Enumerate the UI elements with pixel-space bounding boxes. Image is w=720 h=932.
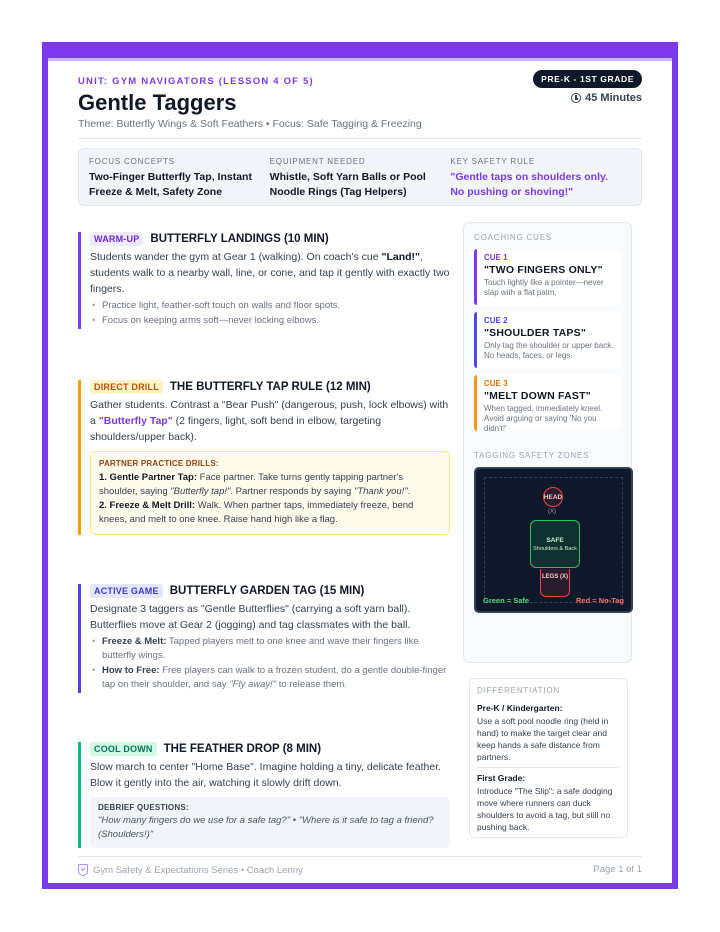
focus-label: FOCUS CONCEPTS — [89, 157, 175, 166]
cue-number: CUE 2 — [484, 316, 508, 325]
warmup-header — [90, 232, 450, 246]
list-item: • Focus on keeping arms soft—never locking elbows. — [90, 314, 450, 328]
differentiation-title: DIFFERENTIATION — [477, 686, 560, 695]
footer-series-text: Gym Safety & Expectations Series • Coach Lenny — [93, 864, 303, 876]
sidebar — [463, 222, 632, 663]
cooldown-title: THE FEATHER DROP (8 MIN) — [163, 743, 322, 755]
partner-drills-box — [90, 451, 450, 535]
header-divider — [78, 138, 642, 139]
warmup-text-land: "Land!" — [381, 251, 421, 263]
duration-text: 45 Minutes — [585, 92, 642, 104]
drill-item-1-quote-1: "Butterfly tap!" — [170, 486, 231, 497]
drill-item-1-text: Face partner. Take turns gently tapping partner's shoulder, saying — [99, 472, 404, 497]
warmup-text-c: , students walk to a nearby wall, line, or cone, and tap it gently with exactly two fingers. — [90, 251, 450, 295]
drill-item-1-mid: . Partner responds by saying — [230, 486, 354, 497]
drill-item-2 — [99, 499, 441, 527]
list-item: • Practice light, feather-soft touch on walls and floor spots. — [90, 299, 450, 313]
diff-prek-title: Pre-K / Kindergarten: — [477, 703, 563, 713]
cue-number: CUE 1 — [484, 253, 508, 262]
focus-value: Two-Finger Butterfly Tap, Instant Freeze & Melt, Safety Zone — [89, 171, 252, 198]
cue-description: Touch lightly like a pointer—never slap with a flat palm. — [484, 278, 604, 297]
zone-head-x: (X) — [548, 509, 556, 515]
cue-description: Only tag the shoulder or upper back. No heads, faces, or legs. — [484, 341, 614, 360]
game-header — [90, 584, 450, 598]
game-bullet-2-label: How to Free: — [102, 665, 160, 676]
diff-first-text: Introduce "The Slip": a safe dodging move where runners can duck shoulders to avoid a tag, but still no pushing back. — [477, 786, 613, 832]
cue-title: "MELT DOWN FAST" — [484, 390, 591, 402]
drill-text — [90, 397, 450, 445]
warmup-text-a: Students wander the gym at Gear 1 (walking). On coach's cue — [90, 251, 382, 263]
safety-zone-diagram — [474, 467, 633, 613]
warmup-tag: WARM-UP — [90, 232, 143, 246]
list-item — [90, 664, 450, 692]
drill-item-1 — [99, 471, 441, 499]
game-section — [78, 584, 450, 693]
legend-red: Red = No-Tag — [576, 596, 624, 605]
game-bullet-2-end: to release them. — [276, 679, 347, 690]
unit-label: UNIT: GYM NAVIGATORS (LESSON 4 OF 5) — [78, 76, 314, 87]
debrief-box — [90, 797, 450, 848]
cue-card-3 — [474, 375, 621, 431]
drill-text-c: (2 fingers, light, soft bend in elbow, targeting shoulders/upper back). — [90, 415, 382, 443]
cue-number: CUE 3 — [484, 379, 508, 388]
zone-safe — [530, 520, 580, 568]
drill-text-butterfly-tap: "Butterfly Tap" — [98, 415, 173, 427]
drill-header — [90, 380, 450, 394]
drill-title: THE BUTTERFLY TAP RULE (12 MIN) — [169, 381, 371, 393]
footer-divider — [78, 856, 642, 857]
cue-description: When tagged, immediately kneel. Avoid arguing or saying 'No you didn't!' — [484, 404, 603, 433]
zone-head: HEAD — [543, 487, 563, 507]
equipment-value: Whistle, Soft Yarn Balls or Pool Noodle Rings (Tag Helpers) — [269, 171, 426, 198]
cue-title: "TWO FINGERS ONLY" — [484, 264, 603, 276]
warmup-title: BUTTERFLY LANDINGS (10 MIN) — [150, 233, 329, 245]
equipment-label: EQUIPMENT NEEDED — [269, 157, 366, 166]
diff-divider — [477, 767, 620, 768]
legend-green: Green = Safe — [483, 596, 530, 605]
drill-section — [78, 380, 450, 535]
page-number: Page 1 of 1 — [593, 864, 642, 875]
cooldown-tag: COOL DOWN — [90, 742, 157, 756]
zone-safe-label: SAFE — [546, 536, 564, 544]
drill-item-2-text: Walk. When partner taps, immediately freeze, bend knees, and melt to one knee. Raise hand high like a flag. — [99, 500, 414, 525]
game-tag: ACTIVE GAME — [90, 584, 163, 598]
zone-legs: LEGS (X) — [540, 569, 570, 597]
cue-card-2 — [474, 312, 621, 368]
debrief-title: DEBRIEF QUESTIONS: — [98, 803, 189, 812]
safety-zones-title: TAGGING SAFETY ZONES — [474, 451, 590, 460]
drill-item-1-quote-2: "Thank you!" — [353, 486, 408, 497]
drill-tag: DIRECT DRILL — [90, 380, 163, 394]
duration — [571, 92, 642, 104]
cue-title: "SHOULDER TAPS" — [484, 327, 587, 339]
game-bullet-2-text: Free players can walk to a frozen student, do a gentle double-finger tap on their shoulder, and say — [102, 665, 447, 690]
cooldown-section — [78, 742, 450, 848]
game-bullet-1-text: Tapped players melt to one knee and wave their fingers like butterfly wings. — [102, 636, 419, 661]
clock-icon — [571, 93, 581, 103]
drill-item-2-label: 2. Freeze & Melt Drill: — [99, 500, 196, 511]
game-text: Designate 3 taggers as "Gentle Butterflies" (carrying a soft yarn ball). Butterflies move at Gear 2 (jogging) and tag classmates with the ball. — [90, 603, 411, 631]
safety-value: "Gentle taps on shoulders only. No pushing or shoving!" — [450, 171, 608, 198]
equipment-needed — [270, 157, 451, 197]
warmup-text — [90, 249, 450, 297]
partner-drills-title: PARTNER PRACTICE DRILLS: — [99, 459, 219, 468]
warmup-bullets — [90, 299, 450, 328]
page-frame — [42, 42, 678, 889]
diff-first-title: First Grade: — [477, 773, 526, 783]
diff-prek-text: Use a soft pool noodle ring (held in hand) to make the target clear and keep hands a safe distance from partners. — [477, 716, 609, 762]
coaching-cues-title: COACHING CUES — [474, 233, 552, 242]
info-box — [78, 148, 642, 206]
list-item — [90, 635, 450, 663]
cue-card-1 — [474, 249, 621, 305]
grade-badge: PRE-K - 1ST GRADE — [533, 70, 642, 88]
page-title: Gentle Taggers — [78, 90, 237, 115]
game-bullet-1-label: Freeze & Melt: — [102, 636, 167, 647]
focus-concepts — [89, 157, 270, 197]
warmup-section — [78, 232, 450, 329]
safety-label: KEY SAFETY RULE — [450, 157, 535, 166]
cooldown-text: Slow march to center "Home Base". Imagine holding a tiny, delicate feather. Blow it gently into the air, watching it slowly drift down. — [90, 761, 442, 789]
drill-item-1-label: 1. Gentle Partner Tap: — [99, 472, 198, 483]
shield-icon — [78, 864, 88, 876]
footer-series — [78, 864, 303, 876]
game-title: BUTTERFLY GARDEN TAG (15 MIN) — [169, 585, 365, 597]
debrief-questions: "How many fingers do we use for a safe tag?" • "Where is it safe to tag a friend? (Shoulders!)" — [98, 815, 434, 840]
theme-line: Theme: Butterfly Wings & Soft Feathers • Focus: Safe Tagging & Freezing — [78, 118, 422, 130]
drill-item-1-end: . — [407, 486, 411, 497]
game-bullet-2-quote: "Fly away!" — [229, 679, 277, 690]
cooldown-header — [90, 742, 450, 756]
zone-safe-sublabel: Shoulders & Back — [533, 545, 577, 552]
page-content — [78, 58, 642, 883]
key-safety-rule — [450, 157, 631, 197]
game-bullets — [90, 635, 450, 692]
differentiation-box — [469, 678, 628, 838]
drill-text-a: Gather students. Contrast a "Bear Push" (dangerous, push, lock elbows) with a — [90, 399, 449, 427]
